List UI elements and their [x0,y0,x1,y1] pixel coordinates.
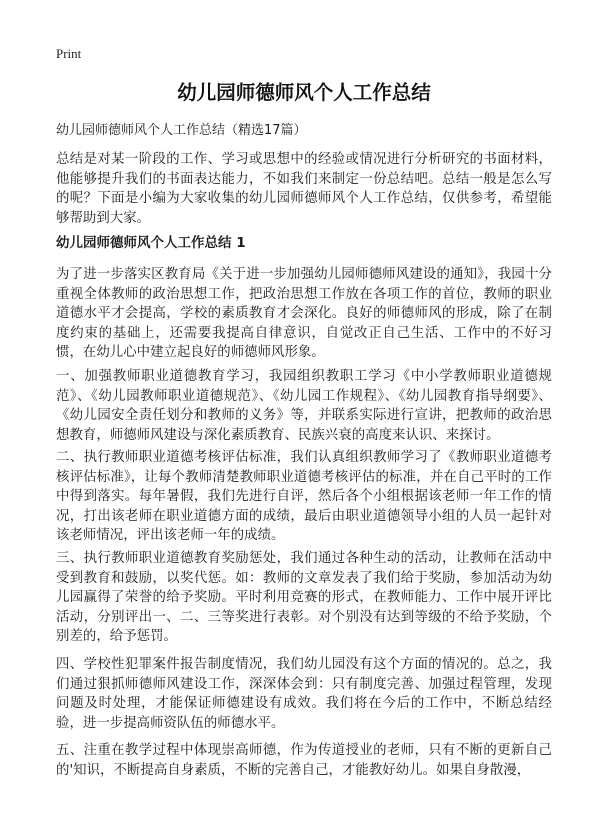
body-paragraph: 为了进一步落实区教育局《关于进一步加强幼儿园师德师风建设的通知》，我园十分重视全体教师的政治思想工作，把政治思想工作放在各项工作的首位，教师的职业道德水平才会提高，学校的素质教育才会深化。良好的师德师风的形成，除了在制度约束的基础上，还需要我提高自律意识，自觉改正自己生活、工作中的不好习惯，在幼儿心中建立起良好的师德师风形象。 [56,267,552,361]
print-link[interactable]: Print [56,46,82,61]
body-paragraph: 二、执行教师职业道德考核评估标准，我们认真组织教师学习了《教师职业道德考核评估标准》，让每个教师清楚教师职业道德考核评估的标准，并在自己平时的工作中得到落实。每年暑假，我们先进行自评，然后各个小组根据该老师一年工作的情况，打出该老师在职业道德方面的成绩，最后由职业道德领导小组的人员一起针对该老师情况，评出该老师一年的成绩。 [56,450,552,544]
body-paragraph: 四、学校性犯罪案件报告制度情况，我们幼儿园没有这个方面的情况的。总之，我们通过狠抓师德师风建设工作，深深体会到：只有制度完善、加强过程管理，发现问题及时处理，才能保证师德建设有成效。我们将在今后的工作中，不断总结经验，进一步提高师资队伍的师德水平。 [56,657,552,731]
document-subtitle: 幼儿园师德师风个人工作总结（精选17篇） [56,123,307,138]
section-heading: 幼儿园师德师风个人工作总结 1 [56,235,246,251]
body-paragraph: 一、加强教师职业道德教育学习，我园组织教职工学习《中小学教师职业道德规范》、《幼儿园教师职业道德规范》、《幼儿园工作规程》、《幼儿园教育指导纲要》、《幼儿园安全责任划分和教师的义务》等，并联系实际进行宣讲，把教师的政治思想教育，师德师风建设与深化素质教育、民族兴衰的高度来认识、来探讨。 [56,369,552,443]
document-title: 幼儿园师德师风个人工作总结 [177,81,431,104]
body-paragraph: 三、执行教师职业道德教育奖励惩处，我们通过各种生动的活动，让教师在活动中受到教育和鼓励，以奖代惩。如：教师的文章发表了我们给于奖励，参加活动为幼儿园赢得了荣誉的给予奖励。平时利用竞赛的形式，在教师能力、工作中展开评比活动，分别评出一、二、三等奖进行表彰。对个别没有达到等级的不给予奖励，个别差的，给予惩罚。 [56,551,552,645]
body-paragraph: 五、注重在教学过程中体现崇高师德，作为传道授业的老师，只有不断的更新自己的'知识，不断提高自身素质，不断的完善自己，才能教好幼儿。如果自身散漫， [56,743,552,778]
intro-paragraph: 总结是对某一阶段的工作、学习或思想中的经验或情况进行分析研究的书面材料，他能够提升我们的书面表达能力，不如我们来制定一份总结吧。总结一般是怎么写的呢？下面是小编为大家收集的幼儿园师德师风个人工作总结，仅供参考，希望能够帮助到大家。 [56,152,552,226]
